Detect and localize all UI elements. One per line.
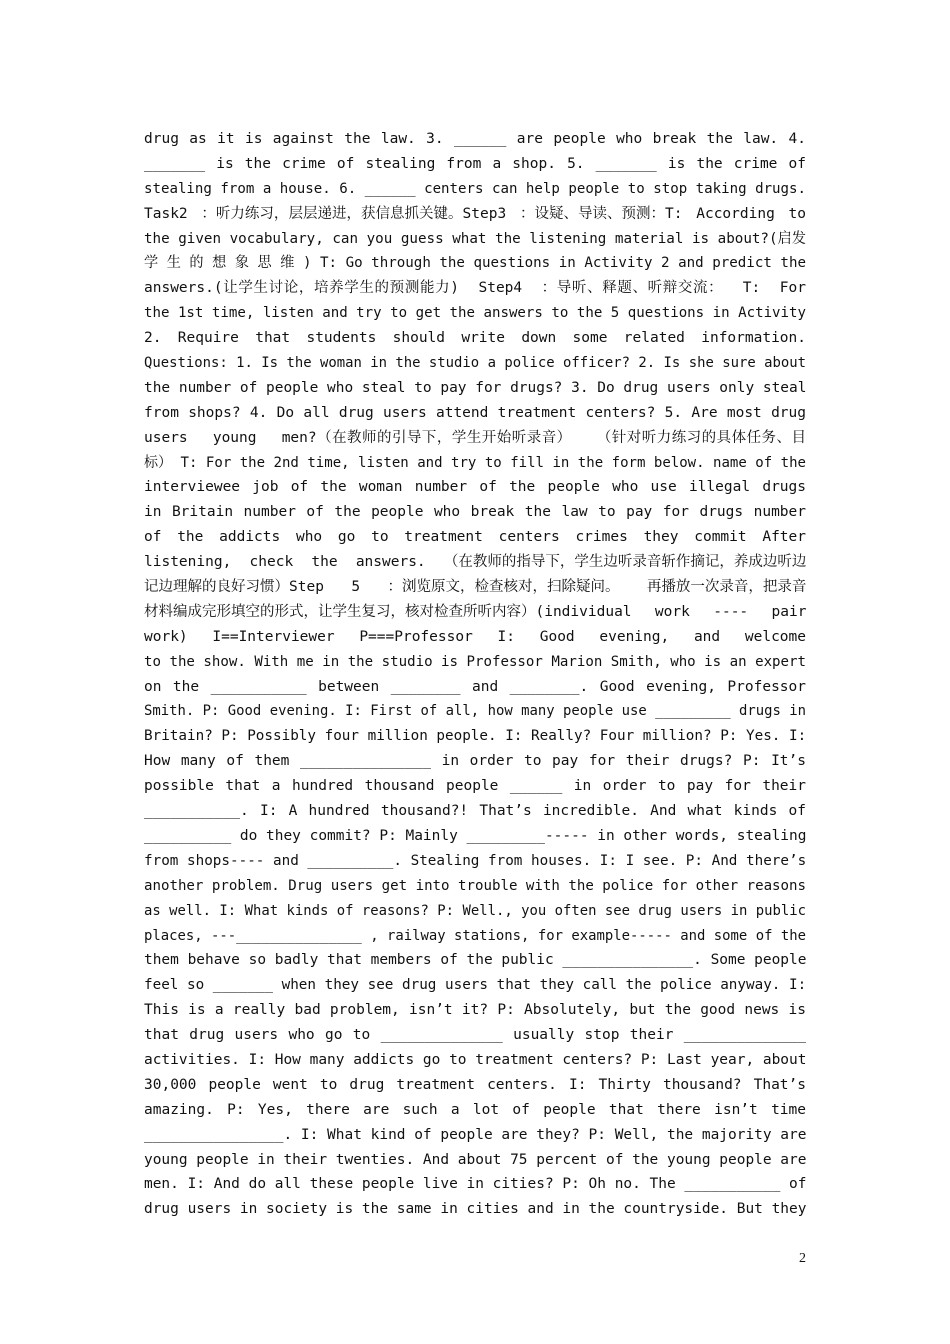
text-line: as well. I: What kinds of reasons? P: Well., you often see drug users in public	[144, 902, 806, 919]
text-line: that drug users who go to ______________ usually stop their ______________	[144, 1027, 806, 1044]
text-line: Task2 ：听力练习，层层递进，获信息抓关键。Step3 ：设疑、导读、预测：T: According to	[144, 205, 806, 222]
text-line: amazing. P: Yes, there are such a lot of people that there isn’t time	[144, 1101, 806, 1118]
text-line: the given vocabulary, can you guess what the listening material is about?(启发	[144, 230, 806, 247]
text-line: ________________. I: What kind of people are they? P: Well, the majority are	[144, 1126, 806, 1143]
text-line: of the addicts who go to treatment centers crimes they commit After	[144, 529, 806, 546]
text-line: 学 生 的 想 象 思 维 ) T: Go through the questions in Activity 2 and predict the	[144, 255, 806, 272]
text-line: users young men?（在教师的引导下，学生开始听录音） （针对听力练习的具体任务、目	[144, 429, 806, 446]
text-line: from shops---- and __________. Stealing from houses. I: I see. P: And there’s	[144, 852, 806, 869]
text-line: men. I: And do all these people live in cities? P: Oh no. The ___________ of	[144, 1176, 806, 1193]
text-line: another problem. Drug users get into trouble with the police for other reasons	[144, 877, 806, 894]
text-line: feel so _______ when they see drug users that they call the police anyway. I:	[144, 977, 806, 994]
text-line: stealing from a house. 6. ______ centers can help people to stop taking drugs.	[144, 180, 806, 197]
text-line: places, ---_______________ , railway stations, for example----- and some of the	[144, 927, 806, 944]
page-number: 2	[799, 1251, 806, 1266]
text-line: How many of them _______________ in order to pay for their drugs? P: It’s	[144, 753, 806, 770]
text-line: 2. Require that students should write down some related information.	[144, 330, 806, 347]
text-line: the number of people who steal to pay for drugs? 3. Do drug users only steal	[144, 379, 806, 396]
text-line: __________ do they commit? P: Mainly _________----- in other words, stealing	[144, 827, 806, 844]
text-line: to the show. With me in the studio is Professor Marion Smith, who is an expert	[144, 653, 806, 670]
text-line: _______ is the crime of stealing from a shop. 5. _______ is the crime of	[144, 155, 806, 172]
text-line: interviewee job of the woman number of the people who use illegal drugs	[144, 479, 806, 496]
text-line: This is a really bad problem, isn’t it? P: Absolutely, but the good news is	[144, 1002, 806, 1019]
text-line: on the ___________ between ________ and ________. Good evening, Professor	[144, 678, 806, 695]
text-line: in Britain number of the people who break the law to pay for drugs number	[144, 504, 806, 521]
text-line: them behave so badly that members of the public _______________. Some people	[144, 952, 806, 969]
text-line: ___________. I: A hundred thousand?! That’s incredible. And what kinds of	[144, 803, 806, 820]
body-text	[144, 127, 806, 1222]
text-line: drug as it is against the law. 3. ______ are people who break the law. 4.	[144, 131, 806, 147]
text-line: listening, check the answers. （在教师的指导下，学生边听录音斩作摘记，养成边听边	[144, 554, 806, 571]
text-line: 标） T: For the 2nd time, listen and try to fill in the form below. name of the	[144, 454, 806, 471]
text-line: 30,000 people went to drug treatment centers. I: Thirty thousand? That’s	[144, 1076, 806, 1093]
text-line: Smith. P: Good evening. I: First of all, how many people use _________ drugs in	[144, 703, 806, 720]
text-line: drug users in society is the same in cities and in the countryside. But they	[144, 1201, 806, 1218]
text-line: activities. I: How many addicts go to treatment centers? P: Last year, about	[144, 1051, 806, 1068]
text-line: from shops? 4. Do all drug users attend treatment centers? 5. Are most drug	[144, 404, 806, 421]
text-line: Britain? P: Possibly four million people. I: Really? Four million? P: Yes. I:	[144, 728, 806, 745]
text-line: the 1st time, listen and try to get the answers to the 5 questions in Activity	[144, 305, 806, 322]
text-line: 记边理解的良好习惯）Step 5 ：浏览原文，检查核对，扫除疑问。 再播放一次录音，把录音	[144, 579, 806, 596]
text-line: work) I==Interviewer P===Professor I: Good evening, and welcome	[144, 628, 806, 645]
text-line: possible that a hundred thousand people ______ in order to pay for their	[144, 778, 806, 795]
text-line: Questions: 1. Is the woman in the studio a police officer? 2. Is she sure about	[144, 355, 806, 372]
text-line: answers.(让学生讨论，培养学生的预测能力) Step4 ：导听、释题、听辩交流： T: For	[144, 280, 806, 297]
text-line: 材料编成完形填空的形式，让学生复习，核对检查所听内容）(individual work ---- pair	[144, 603, 806, 620]
text-line: young people in their twenties. And about 75 percent of the young people are	[144, 1151, 806, 1168]
